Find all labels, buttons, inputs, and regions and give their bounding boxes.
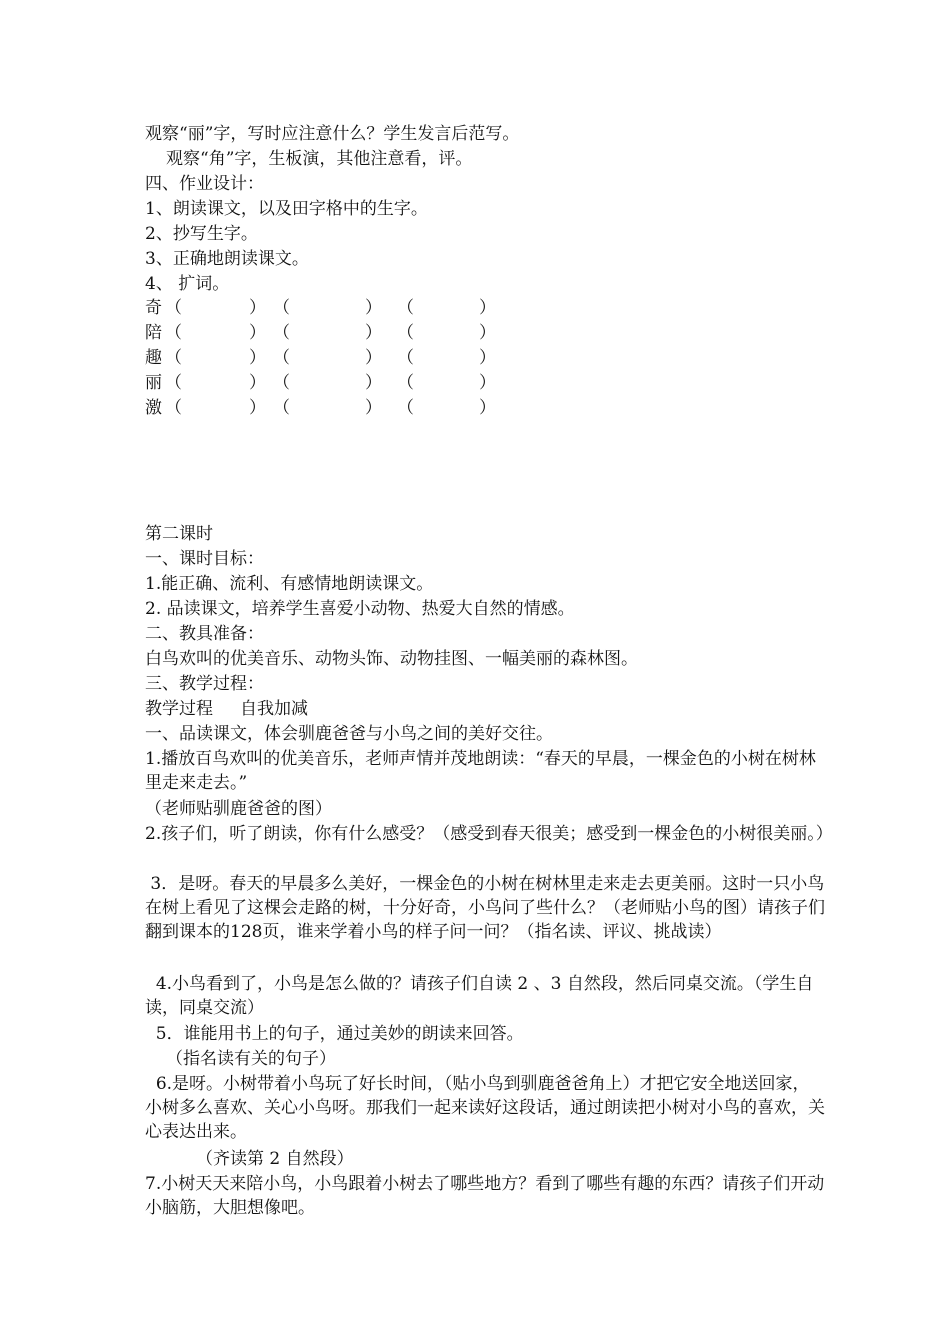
close-paren: ） (365, 398, 382, 418)
close-paren: ） (365, 298, 382, 318)
goals-heading: 一、课时目标： (145, 549, 264, 569)
extend-char: 奇 (145, 298, 162, 318)
open-paren: （ (273, 323, 290, 343)
observe-li-line: 观察“丽”字，写时应注意什么？学生发言后范写。 (145, 124, 520, 144)
open-paren: （ (397, 348, 414, 368)
open-paren: （ (165, 298, 182, 318)
close-paren: ） (365, 348, 382, 368)
homework-item-1: 1、朗读课文，以及田字格中的生字。 (145, 199, 428, 219)
step-1-note: （老师贴驯鹿爸爸的图） (145, 799, 332, 819)
step-7-paragraph: 7.小树天天来陪小鸟，小鸟跟着小树去了哪些地方？看到了哪些有趣的东西？请孩子们开动小脑筋，大胆想像吧。 (145, 1174, 825, 1218)
open-paren: （ (273, 373, 290, 393)
homework-item-2: 2、抄写生字。 (145, 224, 258, 244)
open-paren: （ (273, 398, 290, 418)
step-3-paragraph: 3．是呀。春天的早晨多么美好，一棵金色的小树在树林里走来走去更美丽。这时一只小鸟在树上看见了这棵会走路的树，十分好奇，小鸟问了些什么？（老师贴小鸟的图）请孩子们翻到课本的128页，谁来学着小鸟的样子问一问？（指名读、评议、挑战读） (145, 874, 825, 942)
step-4-paragraph: 4.小鸟看到了，小鸟是怎么做的？请孩子们自读 2 、3 自然段，然后同桌交流。（学生自读，同桌交流） (145, 974, 814, 1018)
word-extension-table (145, 296, 505, 421)
close-paren: ） (479, 398, 496, 418)
close-paren: ） (249, 348, 266, 368)
step-6-paragraph: 6.是呀。小树带着小鸟玩了好长时间，（贴小鸟到驯鹿爸爸角上）才把它安全地送回家，小树多么喜欢、关心小鸟呀。那我们一起来读好这段话，通过朗读把小树对小鸟的喜欢，关心表达出来。 (145, 1074, 825, 1142)
close-paren: ） (365, 373, 382, 393)
step-2-paragraph: 2.孩子们，听了朗读，你有什么感受？（感受到春天很美；感受到一棵金色的小树很美丽。） (145, 824, 833, 844)
prep-heading: 二、教具准备： (145, 624, 264, 644)
extend-row (145, 321, 505, 346)
close-paren: ） (249, 323, 266, 343)
process-columns: 教学过程 自我加减 (145, 699, 309, 719)
extend-row (145, 396, 505, 421)
homework-heading: 四、作业设计： (145, 174, 264, 194)
step-6-note: （齐读第 2 自然段） (196, 1149, 354, 1169)
step-5-paragraph: 5．谁能用书上的句子，通过美妙的朗读来回答。 (145, 1024, 524, 1044)
extend-row (145, 371, 505, 396)
open-paren: （ (165, 348, 182, 368)
close-paren: ） (479, 298, 496, 318)
open-paren: （ (397, 398, 414, 418)
extend-char: 丽 (145, 373, 162, 393)
open-paren: （ (273, 298, 290, 318)
step-1-paragraph: 1.播放百鸟欢叫的优美音乐，老师声情并茂地朗读：“春天的早晨，一棵金色的小树在树林里走来走去。” (145, 749, 816, 793)
close-paren: ） (249, 398, 266, 418)
section-one-heading: 一、品读课文，体会驯鹿爸爸与小鸟之间的美好交往。 (145, 724, 553, 744)
open-paren: （ (397, 298, 414, 318)
close-paren: ） (249, 373, 266, 393)
close-paren: ） (479, 348, 496, 368)
observe-jiao-line: 观察“角”字，生板演，其他注意看，评。 (166, 149, 473, 169)
open-paren: （ (165, 373, 182, 393)
open-paren: （ (273, 348, 290, 368)
lesson-two-title: 第二课时 (145, 524, 213, 544)
extend-char: 趣 (145, 348, 162, 368)
extend-row (145, 296, 505, 321)
homework-item-4: 4、 扩词。 (145, 274, 230, 294)
process-heading: 三、教学过程： (145, 674, 264, 694)
homework-item-3: 3、正确地朗读课文。 (145, 249, 309, 269)
open-paren: （ (165, 323, 182, 343)
prep-text: 白鸟欢叫的优美音乐、动物头饰、动物挂图、一幅美丽的森林图。 (145, 649, 638, 669)
step-5-note: （指名读有关的句子） (166, 1049, 336, 1069)
open-paren: （ (397, 373, 414, 393)
open-paren: （ (165, 398, 182, 418)
open-paren: （ (397, 323, 414, 343)
extend-char: 激 (145, 398, 162, 418)
goal-item-1: 1.能正确、流利、有感情地朗读课文。 (145, 574, 434, 594)
close-paren: ） (479, 323, 496, 343)
extend-row (145, 346, 505, 371)
extend-char: 陪 (145, 323, 162, 343)
goal-item-2: 2. 品读课文，培养学生喜爱小动物、热爱大自然的情感。 (145, 599, 575, 619)
close-paren: ） (249, 298, 266, 318)
close-paren: ） (365, 323, 382, 343)
close-paren: ） (479, 373, 496, 393)
